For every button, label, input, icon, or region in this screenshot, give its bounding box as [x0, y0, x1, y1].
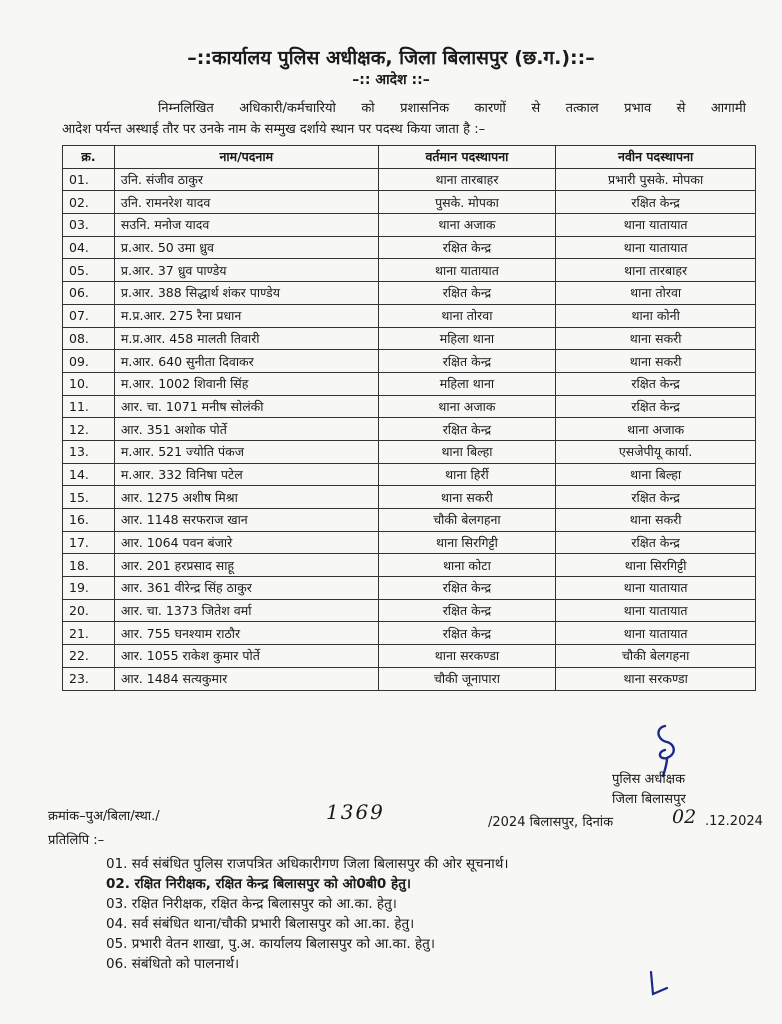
current-posting-cell: थाना तोरवा [378, 304, 556, 327]
new-posting-cell: थाना सकरी [556, 509, 756, 532]
tick-mark-icon [645, 968, 673, 998]
current-posting-cell: चौकी बेलगहना [378, 509, 556, 532]
new-posting-cell: रक्षित केन्द्र [556, 191, 756, 214]
name-cell: आर. 1148 सरफराज खान [114, 509, 378, 532]
table-row [63, 350, 756, 373]
serial-cell: 13. [63, 440, 115, 463]
serial-cell: 21. [63, 622, 115, 645]
current-posting-cell: रक्षित केन्द्र [378, 236, 556, 259]
new-posting-cell: थाना यातायात [556, 236, 756, 259]
serial-cell: 09. [63, 350, 115, 373]
office-title: –::कार्यालय पुलिस अधीक्षक, जिला बिलासपुर (छ.ग.)::– [187, 47, 595, 69]
name-cell: म.आर. 521 ज्योति पंकज [114, 440, 378, 463]
table-row [63, 645, 756, 668]
current-posting-cell: थाना बिल्हा [378, 440, 556, 463]
name-cell: आर. चा. 1071 मनीष सोलंकी [114, 395, 378, 418]
name-cell: म.प्र.आर. 275 रैना प्रधान [114, 304, 378, 327]
current-posting-cell: पुसके. मोपका [378, 191, 556, 214]
new-posting-cell: थाना सरकण्डा [556, 667, 756, 690]
order-ref-prefix: क्रमांक–पुअ/बिला/स्था./ [48, 809, 160, 824]
name-cell: उनि. संजीव ठाकुर [114, 168, 378, 191]
table-row [63, 554, 756, 577]
name-cell: आर. 201 हरप्रसाद साहू [114, 554, 378, 577]
name-cell: आर. 755 घनश्याम राठौर [114, 622, 378, 645]
name-cell: आर. 1275 अशीष मिश्रा [114, 486, 378, 509]
name-cell: आर. चा. 1373 जितेश वर्मा [114, 599, 378, 622]
new-posting-cell: थाना बिल्हा [556, 463, 756, 486]
current-posting-cell: थाना हिर्री [378, 463, 556, 486]
name-cell: आर. 361 वीरेन्द्र सिंह ठाकुर [114, 577, 378, 600]
header-current-posting: वर्तमान पदस्थापना [378, 146, 556, 169]
current-posting-cell: रक्षित केन्द्र [378, 599, 556, 622]
serial-cell: 19. [63, 577, 115, 600]
serial-cell: 17. [63, 531, 115, 554]
table-row [63, 236, 756, 259]
table-header-row [63, 146, 756, 169]
table-row [63, 577, 756, 600]
name-cell: उनि. रामनरेश यादव [114, 191, 378, 214]
table-row [63, 259, 756, 282]
new-posting-cell: थाना अजाक [556, 418, 756, 441]
order-day: 02 [672, 806, 697, 828]
name-cell: म.आर. 1002 शिवानी सिंह [114, 372, 378, 395]
table-row [63, 599, 756, 622]
current-posting-cell: रक्षित केन्द्र [378, 622, 556, 645]
table-row [63, 395, 756, 418]
current-posting-cell: रक्षित केन्द्र [378, 418, 556, 441]
name-cell: आर. 1055 राकेश कुमार पोर्ते [114, 645, 378, 668]
intro-line-2: आदेश पर्यन्त अस्थाई तौर पर उनके नाम के सम्मुख दर्शाये स्थान पर पदस्थ किया जाता है :– [62, 122, 486, 137]
name-cell: आर. 1484 सत्यकुमार [114, 667, 378, 690]
new-posting-cell: रक्षित केन्द्र [556, 531, 756, 554]
posting-table [62, 145, 756, 691]
table-row [63, 168, 756, 191]
name-cell: आर. 1064 पवन बंजारे [114, 531, 378, 554]
name-cell: सउनि. मनोज यादव [114, 214, 378, 237]
serial-cell: 15. [63, 486, 115, 509]
list-item: 04. सर्व संबंधित थाना/चौकी प्रभारी बिलासपुर को आ.का. हेतु। [106, 916, 415, 932]
current-posting-cell: थाना सकरी [378, 486, 556, 509]
copy-list [106, 854, 508, 974]
table-row [63, 509, 756, 532]
new-posting-cell: थाना तोरवा [556, 282, 756, 305]
serial-cell: 04. [63, 236, 115, 259]
name-cell: प्र.आर. 37 ध्रुव पाण्डेय [114, 259, 378, 282]
table-row [63, 622, 756, 645]
list-item: 05. प्रभारी वेतन शाखा, पु.अ. कार्यालय बिलासपुर को आ.का. हेतु। [106, 936, 435, 952]
header-new-posting: नवीन पदस्थापना [556, 146, 756, 169]
serial-cell: 10. [63, 372, 115, 395]
order-ref-place: /2024 बिलासपुर, दिनांक [488, 815, 614, 830]
serial-cell: 02. [63, 191, 115, 214]
new-posting-cell: प्रभारी पुसके. मोपका [556, 168, 756, 191]
serial-cell: 18. [63, 554, 115, 577]
serial-cell: 16. [63, 509, 115, 532]
table-row [63, 418, 756, 441]
current-posting-cell: थाना अजाक [378, 395, 556, 418]
intro-line-1: निम्नलिखित अधिकारी/कर्मचारियो को प्रशासनिक कारणों से तत्काल प्रभाव से आगामी [158, 101, 746, 116]
new-posting-cell: थाना कोनी [556, 304, 756, 327]
new-posting-cell: थाना यातायात [556, 622, 756, 645]
table-row [63, 667, 756, 690]
current-posting-cell: थाना सिरगिट्टी [378, 531, 556, 554]
header-serial: क्र. [63, 146, 115, 169]
serial-cell: 01. [63, 168, 115, 191]
serial-cell: 20. [63, 599, 115, 622]
new-posting-cell: एसजेपीयू कार्या. [556, 440, 756, 463]
name-cell: म.प्र.आर. 458 मालती तिवारी [114, 327, 378, 350]
order-number: 1369 [326, 800, 385, 824]
serial-cell: 03. [63, 214, 115, 237]
copy-label: प्रतिलिपि :– [48, 833, 105, 848]
new-posting-cell: थाना यातायात [556, 577, 756, 600]
new-posting-cell: चौकी बेलगहना [556, 645, 756, 668]
table-row [63, 282, 756, 305]
table-row [63, 191, 756, 214]
header-name: नाम/पदनाम [114, 146, 378, 169]
name-cell: आर. 351 अशोक पोर्ते [114, 418, 378, 441]
order-month-year: .12.2024 [705, 814, 763, 829]
list-item: 06. संबंधितो को पालनार्थ। [106, 956, 240, 972]
order-heading: –:: आदेश ::– [352, 72, 430, 88]
signature-block [612, 770, 686, 810]
new-posting-cell: थाना सकरी [556, 327, 756, 350]
list-item: 03. रक्षित निरीक्षक, रक्षित केन्द्र बिलासपुर को आ.का. हेतु। [106, 896, 397, 912]
signatory-designation: पुलिस अधीक्षक [612, 772, 686, 787]
serial-cell: 06. [63, 282, 115, 305]
new-posting-cell: थाना तारबाहर [556, 259, 756, 282]
name-cell: प्र.आर. 50 उमा ध्रुव [114, 236, 378, 259]
table-row [63, 304, 756, 327]
table-row [63, 531, 756, 554]
serial-cell: 22. [63, 645, 115, 668]
name-cell: म.आर. 640 सुनीता दिवाकर [114, 350, 378, 373]
name-cell: प्र.आर. 388 सिद्धार्थ शंकर पाण्डेय [114, 282, 378, 305]
current-posting-cell: रक्षित केन्द्र [378, 282, 556, 305]
table-row [63, 327, 756, 350]
current-posting-cell: थाना तारबाहर [378, 168, 556, 191]
table-row [63, 486, 756, 509]
new-posting-cell: रक्षित केन्द्र [556, 395, 756, 418]
serial-cell: 11. [63, 395, 115, 418]
signatory-district: जिला बिलासपुर [612, 792, 686, 807]
table-row [63, 372, 756, 395]
current-posting-cell: थाना अजाक [378, 214, 556, 237]
current-posting-cell: महिला थाना [378, 372, 556, 395]
list-item: 01. सर्व संबंधित पुलिस राजपत्रित अधिकारीगण जिला बिलासपुर की ओर सूचनार्थ। [106, 856, 509, 872]
current-posting-cell: थाना यातायात [378, 259, 556, 282]
current-posting-cell: रक्षित केन्द्र [378, 350, 556, 373]
current-posting-cell: रक्षित केन्द्र [378, 577, 556, 600]
serial-cell: 23. [63, 667, 115, 690]
serial-cell: 07. [63, 304, 115, 327]
current-posting-cell: चौकी जूनापारा [378, 667, 556, 690]
table-row [63, 463, 756, 486]
new-posting-cell: थाना यातायात [556, 214, 756, 237]
name-cell: म.आर. 332 विनिषा पटेल [114, 463, 378, 486]
new-posting-cell: थाना सिरगिट्टी [556, 554, 756, 577]
current-posting-cell: महिला थाना [378, 327, 556, 350]
serial-cell: 08. [63, 327, 115, 350]
new-posting-cell: थाना सकरी [556, 350, 756, 373]
serial-cell: 05. [63, 259, 115, 282]
new-posting-cell: रक्षित केन्द्र [556, 486, 756, 509]
current-posting-cell: थाना कोटा [378, 554, 556, 577]
table-row [63, 440, 756, 463]
list-item: 02. रक्षित निरीक्षक, रक्षित केन्द्र बिलासपुर को ओ0बी0 हेतु। [106, 876, 412, 892]
current-posting-cell: थाना सरकण्डा [378, 645, 556, 668]
table-row [63, 214, 756, 237]
new-posting-cell: रक्षित केन्द्र [556, 372, 756, 395]
serial-cell: 14. [63, 463, 115, 486]
new-posting-cell: थाना यातायात [556, 599, 756, 622]
serial-cell: 12. [63, 418, 115, 441]
